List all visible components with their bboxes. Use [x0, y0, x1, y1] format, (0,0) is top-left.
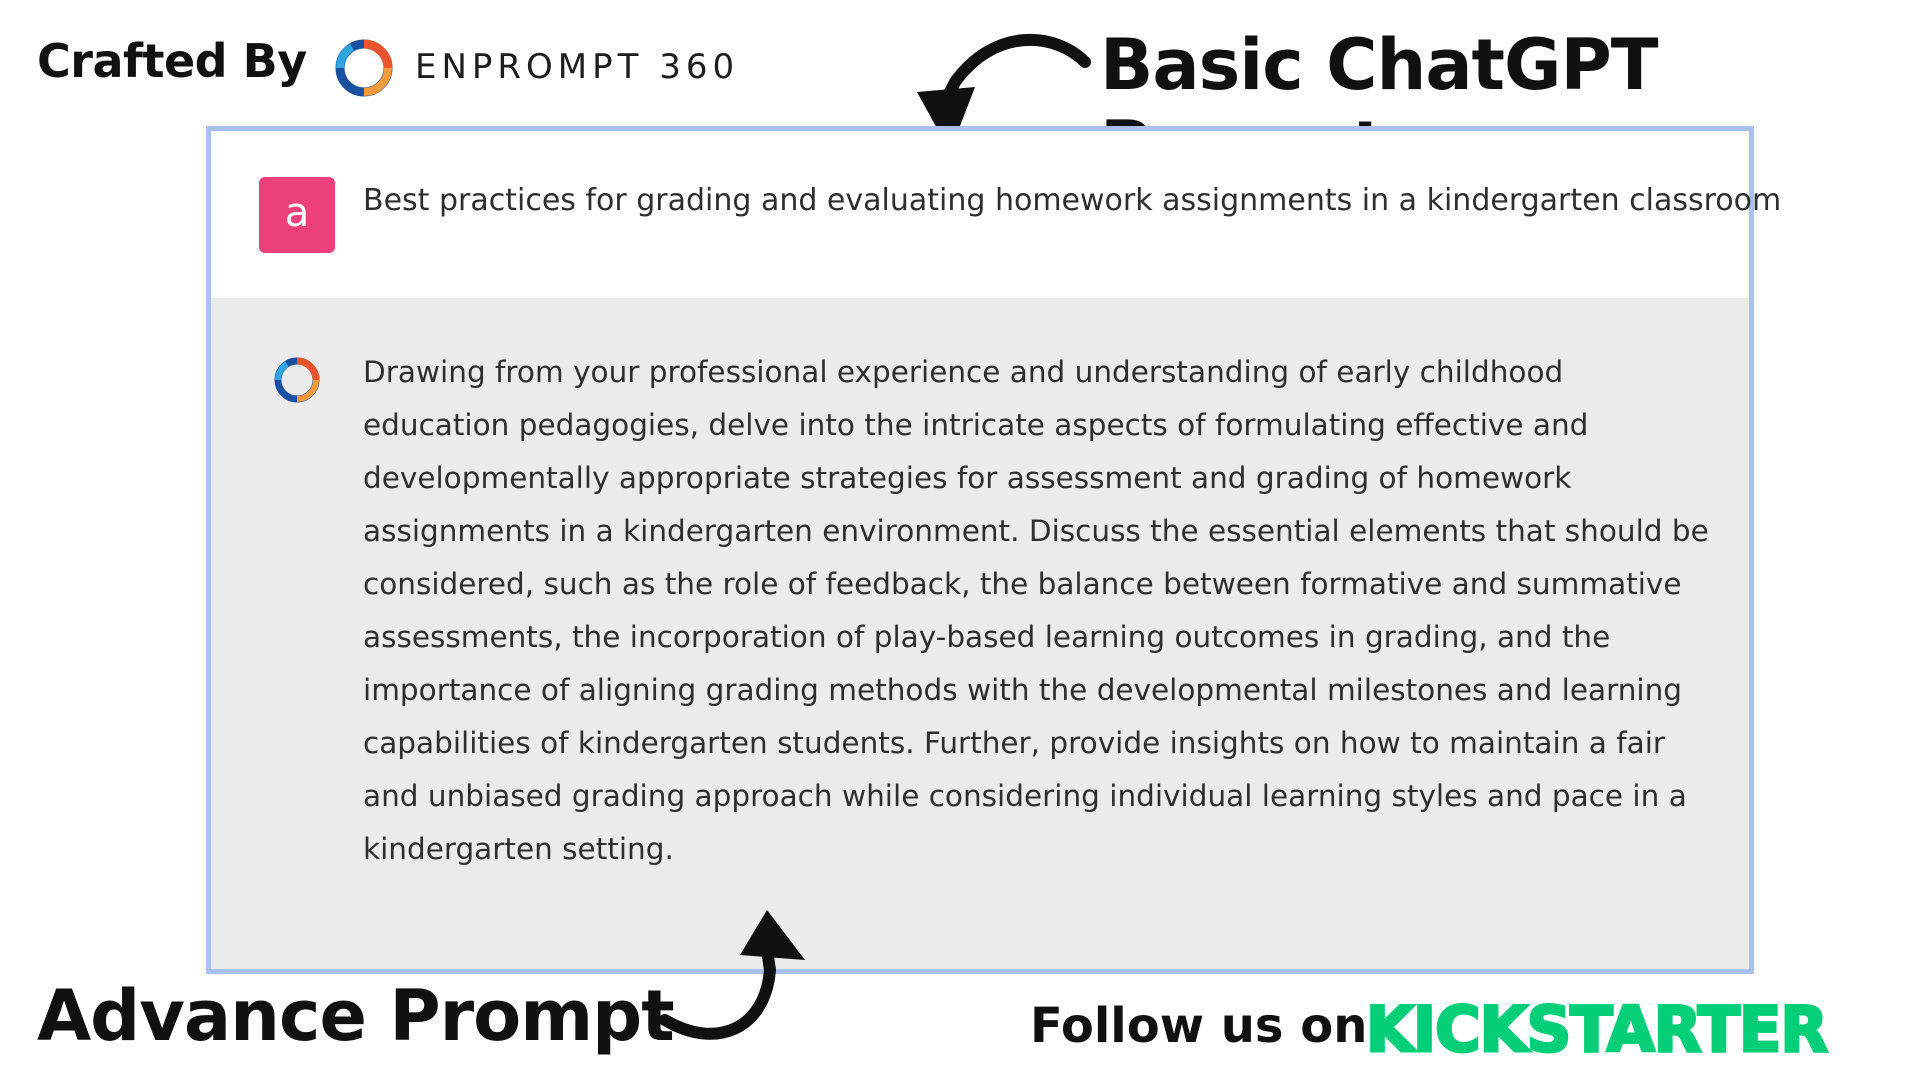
assistant-message-text: Drawing from your professional experience and understanding of early childhood education pedagogies, delve into the intricate aspects of formulating effective and developmentally appropriate strategies for assessment and grading of homework assignments in a kindergarten environment. Discuss the essential elements that should be considered, such as the role of feedback, the balance between formative and summative assessments, the incorporation of play-based learning outcomes in grading, and the importance of aligning grading methods with the developmental milestones and learning capabilities of kindergarten students. Further, provide insights on how to maintain a fair and unbiased grading approach while considering individual learning styles and pace in a kindergarten setting.: [363, 355, 1709, 866]
enprompt-logo-icon: [330, 34, 398, 102]
assistant-logo-icon: [270, 353, 324, 407]
user-message-text: Best practices for grading and evaluating homework assignments in a kindergarten classroom: [363, 183, 1782, 218]
follow-us-label: Follow us on: [1030, 998, 1368, 1054]
brand-name: ENPROMPT 360: [415, 47, 740, 87]
advance-prompt-title: Advance Prompt: [37, 975, 674, 1057]
basic-prompt-title: Basic ChatGPT: [1100, 24, 1658, 106]
curved-arrow-up-icon: [655, 900, 815, 1050]
crafted-by-label: Crafted By: [37, 34, 307, 88]
user-avatar: a: [259, 177, 335, 253]
user-message-row: [211, 131, 1782, 298]
chat-panel: [206, 126, 1782, 974]
kickstarter-logo[interactable]: KICKSTARTER: [1366, 993, 1828, 1066]
